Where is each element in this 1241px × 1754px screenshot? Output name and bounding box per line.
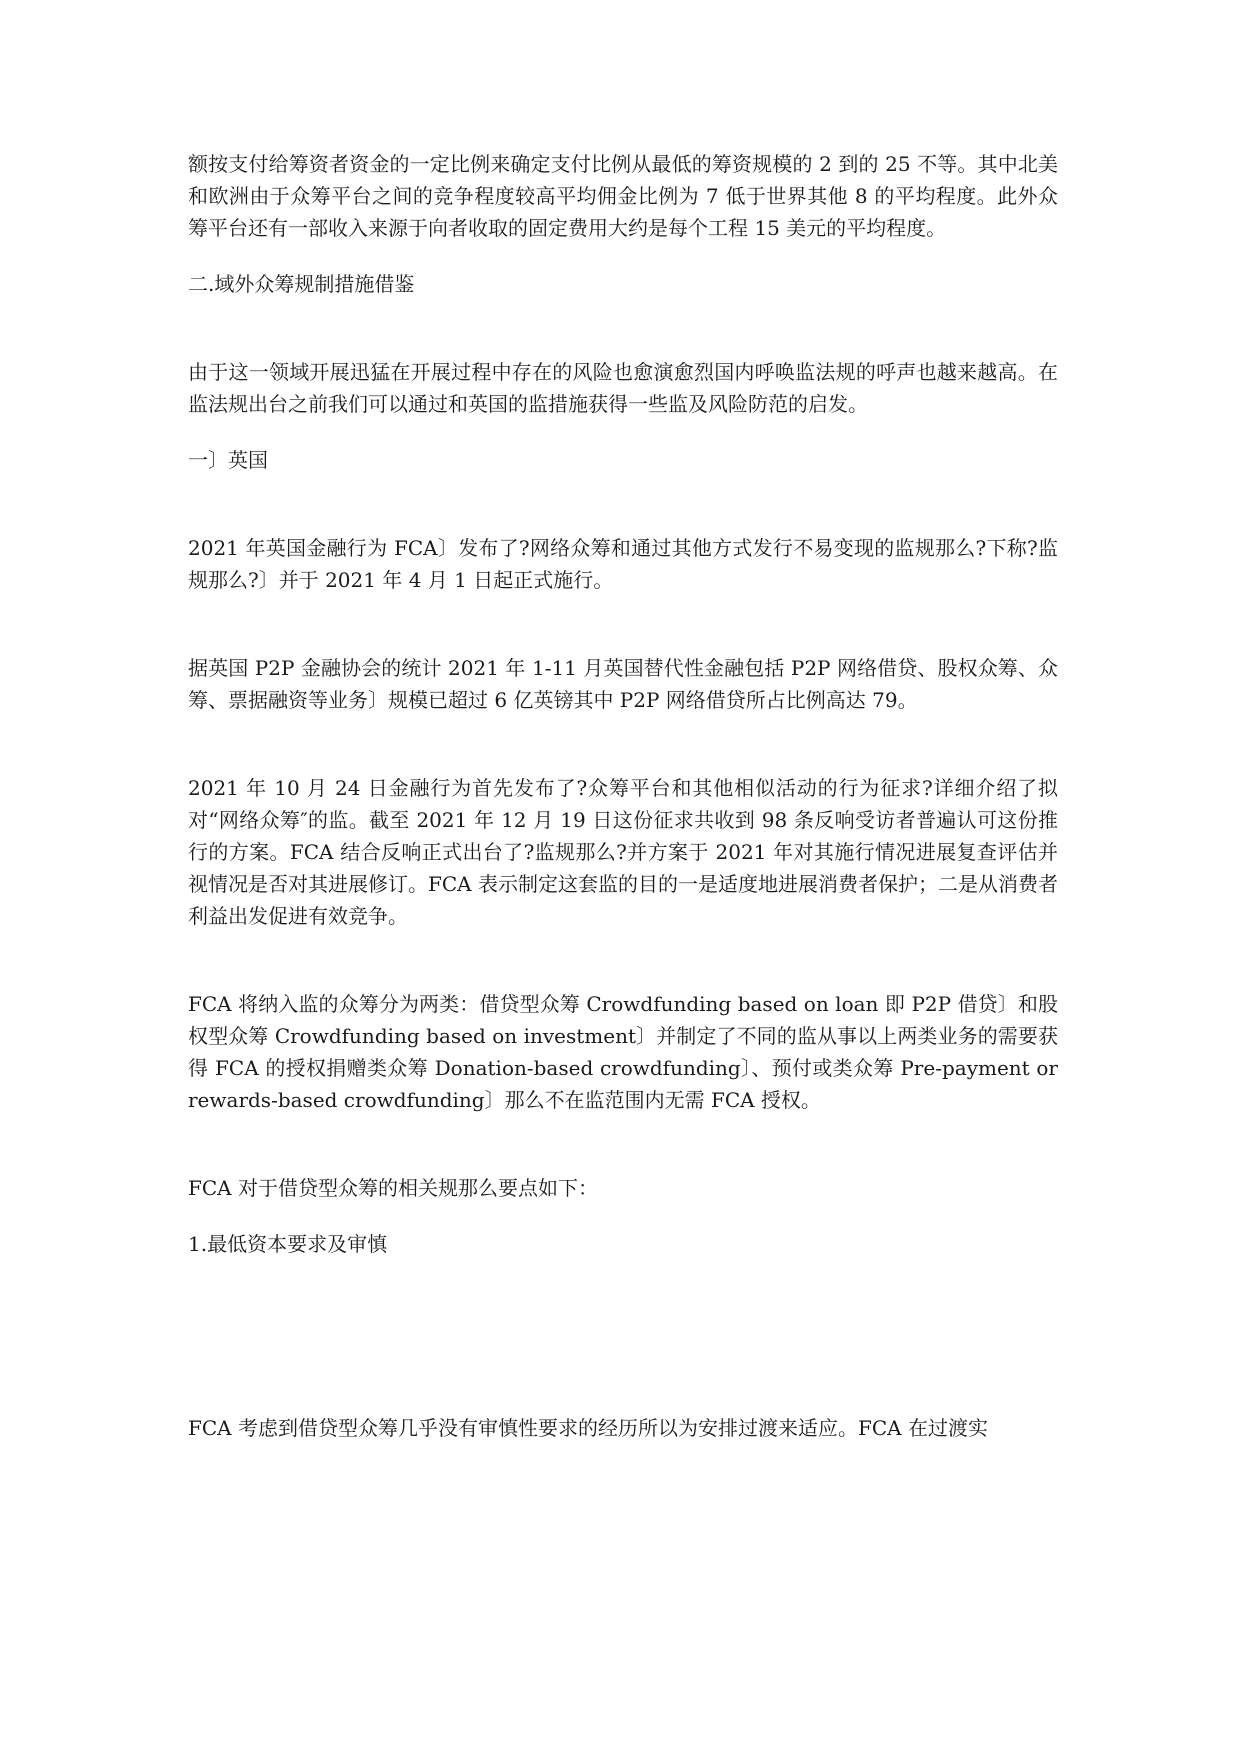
paragraph-commission-rates: 额按支付给筹资者资金的一定比例来确定支付比例从最低的筹资规模的 2 到的 25 不等。其中北美和欧洲由于众筹平台之间的竞争程度较高平均佣金比例为 7 低于世界其他 8 的平均程度。此外众筹平台还有一部收入来源于向者收取的固定费用大约是每个工程 15 美元的平均程度。	[188, 152, 1058, 240]
paragraph-fca-release: 2021 年英国金融行为 FCA〕发布了?网络众筹和通过其他方式发行不易变现的监规那么?下称?监规那么?〕并于 2021 年 4 月 1 日起正式施行。	[188, 536, 1058, 592]
heading-minimum-capital: 1.最低资本要求及审慎	[188, 1232, 388, 1256]
document-body	[188, 148, 1058, 1444]
paragraph-regulation-intro: 由于这一领域开展迅猛在开展过程中存在的风险也愈演愈烈国内呼唤监法规的呼声也越来越高。在监法规出台之前我们可以通过和英国的监措施获得一些监及风险防范的启发。	[188, 360, 1058, 416]
heading-lending-rules: FCA 对于借贷型众筹的相关规那么要点如下：	[188, 1176, 598, 1200]
paragraph-consultation: 2021 年 10 月 24 日金融行为首先发布了?众筹平台和其他相似活动的行为征求?详细介绍了拟对“网络众筹″的监。截至 2021 年 12 月 19 日这份征求共收到 98 条反响受访者普遍认可这份推行的方案。FCA 结合反响正式出台了?监规那么?并方案于 2021 年对其施行情况进展复查评估并视情况是否对其进展修订。FCA 表示制定这套监的目的一是适度地进展消费者保护；二是从消费者利益出发促进有效竞争。	[188, 776, 1058, 928]
paragraph-transition: FCA 考虑到借贷型众筹几乎没有审慎性要求的经历所以为安排过渡来适应。FCA 在过渡实	[188, 1416, 988, 1440]
paragraph-p2p-statistics: 据英国 P2P 金融协会的统计 2021 年 1-11 月英国替代性金融包括 P2P 网络借贷、股权众筹、众筹、票据融资等业务〕规模已超过 6 亿英镑其中 P2P 网络借贷所占比例高达 79。	[188, 656, 1058, 712]
subsection-heading-uk: 一〕英国	[188, 448, 268, 472]
paragraph-crowdfunding-types: FCA 将纳入监的众筹分为两类：借贷型众筹 Crowdfunding based on loan 即 P2P 借贷〕和股权型众筹 Crowdfunding based on investment〕并制定了不同的监从事以上两类业务的需要获得 FCA 的授权捐赠类众筹 Donation-based crowdfunding〕、预付或类众筹 Pre-payment or rewards-based crowdfunding〕那么不在监范围内无需 FCA 授权。	[188, 992, 1058, 1112]
section-heading-foreign-regulation: 二.域外众筹规制措施借鉴	[188, 272, 415, 296]
